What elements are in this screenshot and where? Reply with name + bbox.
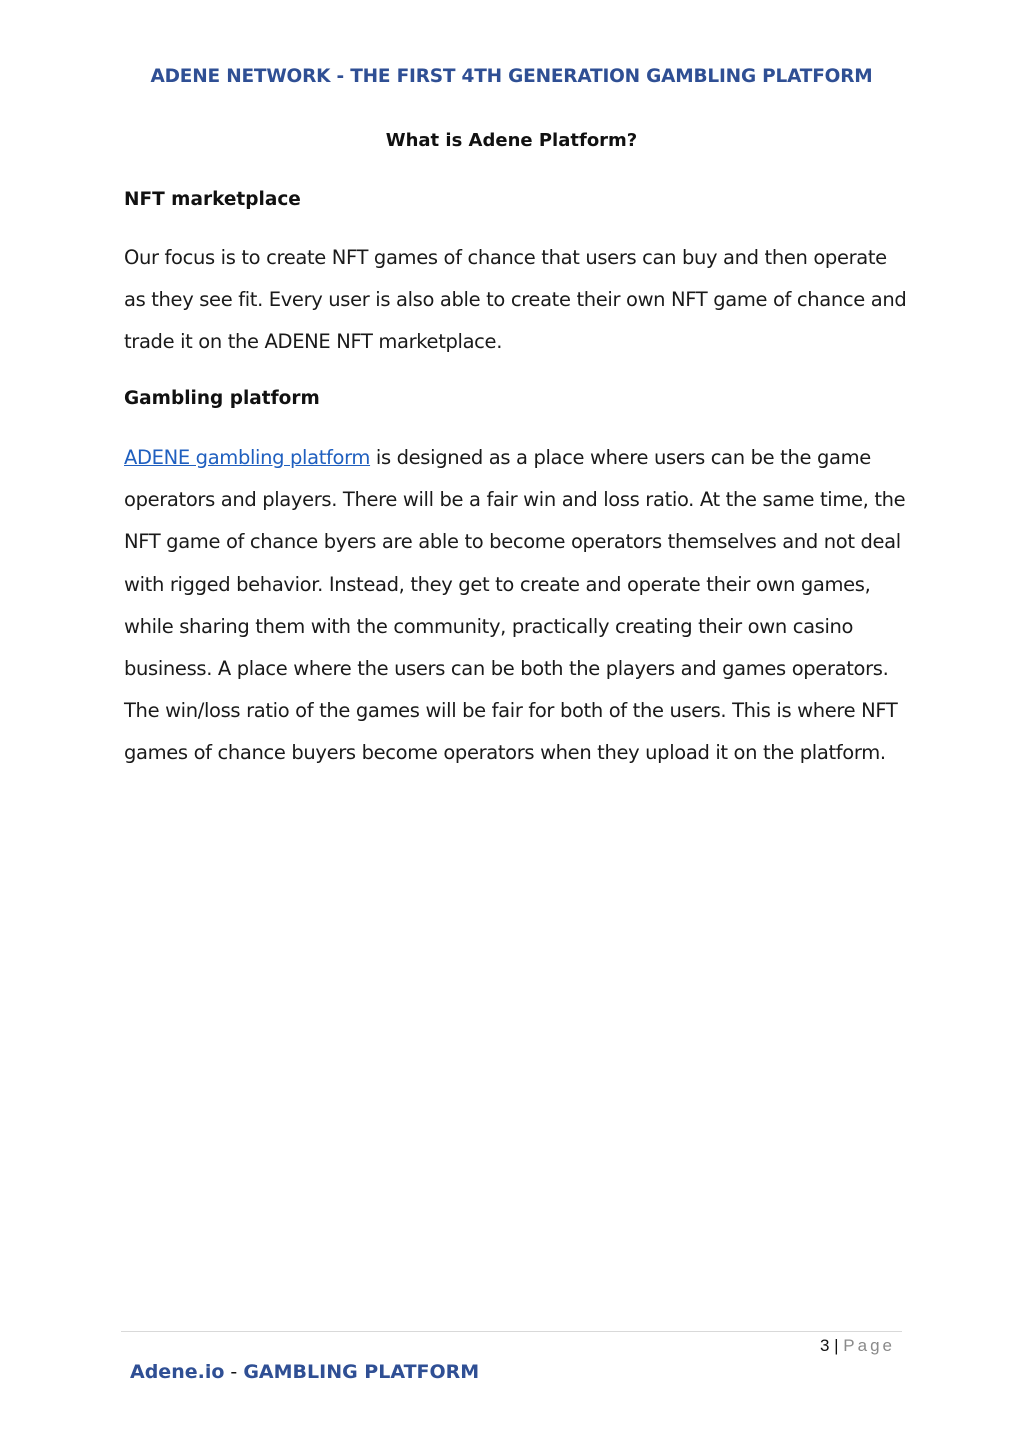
page-number (820, 1336, 895, 1356)
footer-brand-site: Adene.io (130, 1361, 225, 1383)
footer-brand-label: GAMBLING PLATFORM (243, 1361, 480, 1383)
page-title: What is Adene Platform? (385, 130, 638, 151)
section-heading-gambling-platform: Gambling platform (124, 388, 320, 409)
paragraph-gambling-platform (124, 437, 914, 775)
footer-brand-separator: - (224, 1361, 244, 1383)
footer-divider (121, 1331, 902, 1332)
document-header: ADENE NETWORK - THE FIRST 4TH GENERATION GAMBLING PLATFORM (150, 66, 873, 87)
footer-brand (130, 1361, 479, 1383)
paragraph-nft-marketplace: Our focus is to create NFT games of chance that users can buy and then operate as they see fit. Every user is also able to create their own NFT game of chance and trade it on the ADENE NFT marketplace. (124, 246, 907, 354)
page-word: Page (843, 1336, 895, 1355)
page-number-separator: | (829, 1336, 844, 1355)
section-heading-nft-marketplace: NFT marketplace (124, 189, 301, 210)
page-number-value: 3 (819, 1336, 830, 1355)
adene-gambling-platform-link[interactable]: ADENE gambling platform (124, 446, 371, 469)
paragraph-gambling-platform-text: is designed as a place where users can be the game operators and players. There will be a fair win and loss ratio. At the same time, the NFT game of chance byers are able to become operators themselves and not deal with rigged behavior. Instead, they get to create and operate their own games, while sharing them with the community, practically creating their own casino business. A place where the users can be both the players and games operators. The win/loss ratio of the games will be fair for both of the users. This is where NFT games of chance buyers become operators when they upload it on the platform. (124, 446, 906, 765)
